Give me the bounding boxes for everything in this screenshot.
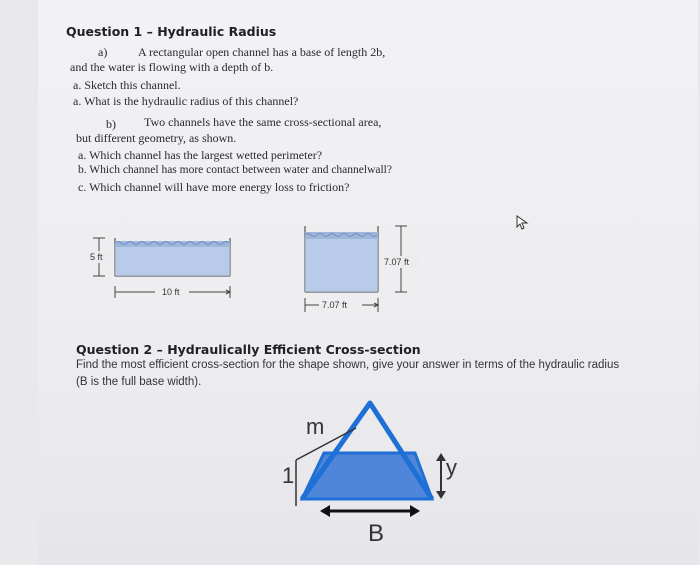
base-B-arrow-left [320,505,330,517]
square-depth-label: 7.07 ft [384,257,410,267]
base-B-label: B [368,520,385,547]
q1-b-line1: Two channels have the same cross-sectional area, [144,115,382,129]
q2-title: Question 2 – Hydraulically Efficient Cross-section [76,342,421,357]
mouse-cursor-icon [516,215,530,231]
wide-depth-label: 5 ft [90,252,103,262]
slope-m-label: m [306,414,325,439]
q1-a-marker: a) [98,45,108,59]
depth-y-arrow-up [436,453,446,461]
q1-b-item-3: c. Which channel will have more energy loss to friction? [78,180,350,194]
q2-line1: Find the most efficient cross-section for the shape shown, give your answer in terms of the hydraulic radius [76,359,620,371]
depth-y-label: y [446,455,457,480]
q1-title: Question 1 – Hydraulic Radius [66,24,277,39]
q1-b-item-1: a. Which channel has the largest wetted perimeter? [78,148,323,162]
q1-a-item-1: a. Sketch this channel. [73,78,181,92]
square-channel-diagram [295,220,425,322]
q1-b-marker: b) [106,117,116,131]
square-channel-water [305,238,378,292]
depth-y-arrow-down [436,491,446,499]
trapezoid-water [302,453,432,499]
q2-line2: (B is the full base width). [76,376,202,388]
wide-base-label: 10 ft [162,287,180,297]
base-B-arrow-right [410,505,420,517]
slope-1-label: 1 [282,463,295,488]
q1-b-line2: but different geometry, as shown. [76,131,237,145]
square-base-label: 7.07 ft [322,300,348,310]
wide-channel-water [115,246,230,276]
q1-a-line2: and the water is flowing with a depth of b. [70,60,274,74]
q1-b-item-2: b. Which channel has more contact between water and channelwall? [78,164,392,176]
q1-a-line1: A rectangular open channel has a base of length 2b, [138,45,386,59]
q1-a-item-2: a. What is the hydraulic radius of this channel? [73,94,299,108]
